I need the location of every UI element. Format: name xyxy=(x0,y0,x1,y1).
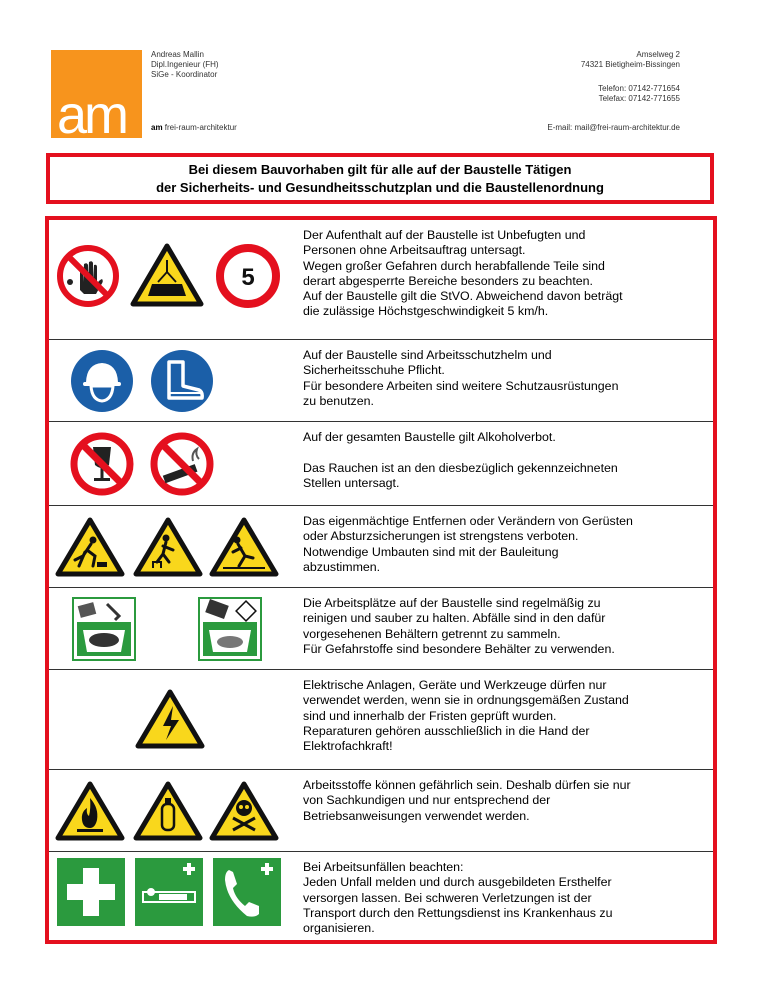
rule-text xyxy=(303,228,715,320)
rule-row-ppe xyxy=(49,340,713,422)
rule-text xyxy=(303,596,715,657)
row-icons xyxy=(49,770,297,851)
company-abbr: am xyxy=(151,123,163,132)
rule-row-hazardous-materials xyxy=(49,770,713,852)
row-icons xyxy=(49,670,297,769)
no-alcohol-icon xyxy=(69,431,135,497)
emergency-phone-icon xyxy=(213,858,281,926)
text-line: Jeden Unfall melden und durch ausgebildeten Ersthelfer xyxy=(303,875,612,890)
rule-row-electrical xyxy=(49,670,713,770)
text-line: Das eigenmächtige Entfernen oder Verändern von Gerüsten xyxy=(303,514,633,528)
address-block xyxy=(480,50,680,70)
logo-text: am xyxy=(57,85,127,145)
safety-boots-mandatory-icon xyxy=(149,348,215,414)
trip-hazard-warning-icon xyxy=(55,516,125,578)
row-icons xyxy=(49,852,297,940)
email: E-mail: mail@frei-raum-architektur.de xyxy=(547,123,680,132)
text-line: versorgen lassen. Bei schweren Verletzungen ist der xyxy=(303,890,592,905)
author-degree: Dipl.Ingenieur (FH) xyxy=(151,60,219,69)
rule-text xyxy=(303,430,715,491)
row-icons xyxy=(49,340,297,421)
first-aid-icon xyxy=(57,858,125,926)
rule-text xyxy=(303,860,715,936)
rule-row-scaffolding xyxy=(49,506,713,588)
text-line: oder Absturzsicherungen ist strengstens verboten. xyxy=(303,529,579,544)
rule-text xyxy=(303,678,715,754)
no-entry-hand-icon xyxy=(56,244,120,308)
rule-row-accidents xyxy=(49,852,713,940)
text-line: Transport durch den Rettungsdienst ins Krankenhaus zu xyxy=(303,905,613,920)
text-line: reinigen und sauber zu halten. Abfälle sind in den dafür xyxy=(303,611,606,626)
text-line: Stellen untersagt. xyxy=(303,475,400,490)
row-icons xyxy=(49,506,297,587)
author-name: Andreas Mallin xyxy=(151,50,204,59)
text-line: abzustimmen. xyxy=(303,559,381,574)
rule-text xyxy=(303,514,715,575)
text-line: Für Gefahrstoffe sind besondere Behälter zu verwenden. xyxy=(303,641,615,656)
company-rest: frei-raum-architektur xyxy=(162,123,237,132)
banner-line-1: Bei diesem Bauvorhaben gilt für alle auf der Baustelle Tätigen xyxy=(188,161,572,177)
text-line: Auf der Baustelle gilt die StVO. Abweichend davon beträgt xyxy=(303,289,623,304)
text-line: Die Arbeitsplätze auf der Baustelle sind regelmäßig zu xyxy=(303,596,601,610)
author-role: SiGe - Koordinator xyxy=(151,70,218,79)
text-line: zu benutzen. xyxy=(303,393,374,408)
phone: Telefon: 07142-771654 xyxy=(598,84,680,93)
text-line: Sicherheitsschuhe Pflicht. xyxy=(303,363,445,378)
flammable-warning-icon xyxy=(55,780,125,842)
text-line: Notwendige Umbauten sind mit der Bauleitung xyxy=(303,544,559,559)
text-line: sind und innerhalb der Fristen geprüft wurden. xyxy=(303,708,557,723)
speed-limit-5-icon xyxy=(216,244,280,308)
rules-table xyxy=(45,216,717,944)
text-line: Betriebsanweisungen verwendet werden. xyxy=(303,808,530,823)
hazardous-waste-icon xyxy=(197,596,263,662)
slip-hazard-warning-icon xyxy=(209,516,279,578)
text-line: Wegen großer Gefahren durch herabfallende Teile sind xyxy=(303,258,605,273)
text-line: vorgesehenen Behältern getrennt zu sammeln. xyxy=(303,626,561,641)
text-line: Reparaturen gehören ausschließlich in die Hand der xyxy=(303,723,590,738)
waste-separation-icon xyxy=(71,596,137,662)
author-info xyxy=(151,50,219,80)
text-line: die zulässige Höchstgeschwindigkeit 5 km/h. xyxy=(303,304,549,319)
company-name xyxy=(151,123,237,132)
text-line: von Sachkundigen und nur entsprechend der xyxy=(303,793,551,808)
falling-load-warning-icon xyxy=(130,242,204,308)
text-line: organisieren. xyxy=(303,921,375,936)
row-icons xyxy=(49,422,297,505)
gas-cylinder-warning-icon xyxy=(133,780,203,842)
text-line: Arbeitsstoffe können gefährlich sein. Deshalb dürfen sie nur xyxy=(303,778,631,792)
text-line xyxy=(303,445,715,460)
text-line: Auf der gesamten Baustelle gilt Alkoholverbot. xyxy=(303,430,556,444)
hard-hat-mandatory-icon xyxy=(69,348,135,414)
text-line: Elektrofachkraft! xyxy=(303,739,393,754)
rule-text xyxy=(303,348,715,409)
banner-line-2: der Sicherheits- und Gesundheitsschutzplan und die Baustellenordnung xyxy=(156,179,604,195)
text-line: Elektrische Anlagen, Geräte und Werkzeuge dürfen nur xyxy=(303,678,607,692)
speed-limit-value: 5 xyxy=(241,264,255,291)
fax: Telefax: 07142-771655 xyxy=(598,94,680,103)
contact-block xyxy=(480,84,680,104)
text-line: Das Rauchen ist an den diesbezüglich gekennzeichneten xyxy=(303,460,618,475)
fall-hazard-warning-icon xyxy=(133,516,203,578)
notice-banner xyxy=(46,153,714,204)
row-icons xyxy=(49,588,297,669)
rule-row-access xyxy=(49,220,713,340)
rule-row-cleanliness xyxy=(49,588,713,670)
text-line: Für besondere Arbeiten sind weitere Schutzausrüstungen xyxy=(303,378,619,393)
toxic-warning-icon xyxy=(209,780,279,842)
text-line: verwendet werden, wenn sie in ordnungsgemäßen Zustand xyxy=(303,693,629,708)
text-line: Bei Arbeitsunfällen beachten: xyxy=(303,860,464,874)
address-street: Amselweg 2 xyxy=(636,50,680,59)
company-logo xyxy=(51,50,142,145)
row-icons xyxy=(49,220,297,339)
no-smoking-icon xyxy=(149,431,215,497)
electrical-hazard-warning-icon xyxy=(135,688,205,750)
address-city: 74321 Bietigheim-Bissingen xyxy=(580,60,680,69)
rule-text xyxy=(303,778,715,824)
text-line: derart abgesperrte Bereiche besonders zu beachten. xyxy=(303,273,593,288)
stretcher-icon xyxy=(135,858,203,926)
text-line: Auf der Baustelle sind Arbeitsschutzhelm und xyxy=(303,348,552,362)
text-line: Der Aufenthalt auf der Baustelle ist Unbefugten und xyxy=(303,228,586,242)
rule-row-alcohol-smoking xyxy=(49,422,713,506)
text-line: Personen ohne Arbeitsauftrag untersagt. xyxy=(303,243,526,258)
